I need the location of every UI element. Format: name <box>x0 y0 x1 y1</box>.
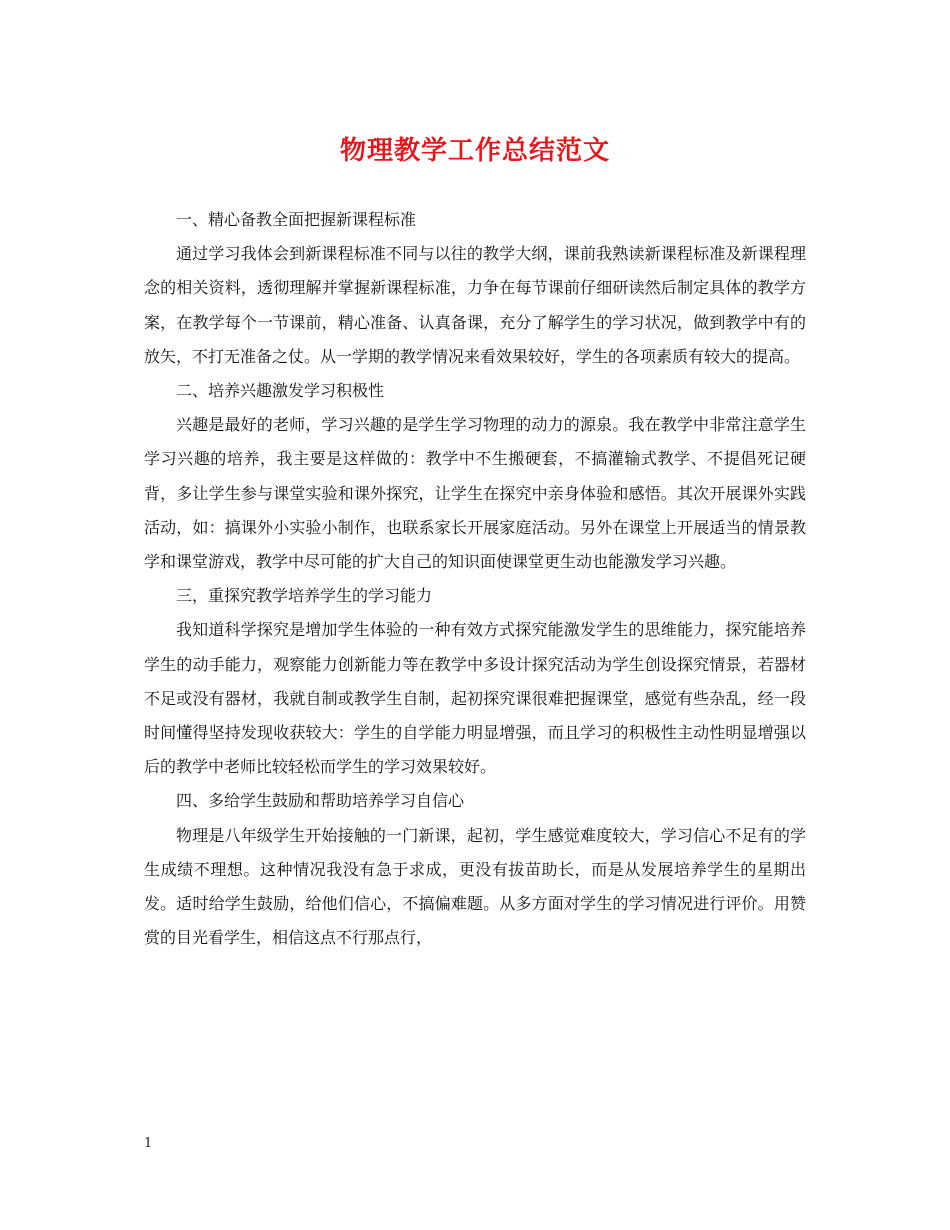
paragraph-4: 物理是八年级学生开始接触的一门新课，起初，学生感觉难度较大，学习信心不足有的学生成绩不理想。这种情况我没有急于求成，更没有拔苗助长，而是从发展培养学生的星期出发。适时给学生鼓励，给他们信心，不搞偏难题。从多方面对学生的学习情况进行评价。用赞赏的目光看学生，相信这点不行那点行， <box>144 825 806 948</box>
section-heading-2: 二、培养兴趣激发学习积极性 <box>176 381 385 401</box>
paragraph-3: 我知道科学探究是增加学生体验的一种有效方式探究能激发学生的思维能力，探究能培养学生的动手能力，观察能力创新能力等在教学中多设计探究活动为学生创设探究情景，若器材不足或没有器材，我就自制或教学生自制，起初探究课很难把握课堂，感觉有些杂乱，经一段时间懂得坚持发现收获较大：学生的自学能力明显增强，而且学习的积极性主动性明显增强以后的教学中老师比较轻松而学生的学习效果较好。 <box>144 620 806 777</box>
paragraph-2: 兴趣是最好的老师，学习兴趣的是学生学习物理的动力的源泉。我在教学中非常注意学生学习兴趣的培养，我主要是这样做的：教学中不生搬硬套，不搞灌输式教学、不提倡死记硬背，多让学生参与课堂实验和课外探究，让学生在探究中亲身体验和感悟。其次开展课外实践活动，如：搞课外小实验小制作，也联系家长开展家庭活动。另外在课堂上开展适当的情景教学和课堂游戏，教学中尽可能的扩大自己的知识面使课堂更生动也能激发学习兴趣。 <box>144 415 806 572</box>
document-title: 物理教学工作总结范文 <box>339 136 610 166</box>
page-number: 1 <box>144 1136 153 1151</box>
section-heading-3: 三，重探究教学培养学生的学习能力 <box>176 586 433 606</box>
paragraph-1: 通过学习我体会到新课程标准不同与以往的教学大纲，课前我熟读新课程标准及新课程理念的相关资料，透彻理解并掌握新课程标准，力争在每节课前仔细研读然后制定具体的教学方案，在教学每个一节课前，精心准备、认真备课，充分了解学生的学习状况，做到教学中有的放矢，不打无准备之仗。从一学期的教学情况来看效果较好，学生的各项素质有较大的提高。 <box>144 244 806 366</box>
document-body <box>144 203 806 955</box>
section-heading-1: 一、精心备教全面把握新课程标准 <box>176 210 417 229</box>
section-heading-4: 四、多给学生鼓励和帮助培养学习自信心 <box>176 791 465 811</box>
